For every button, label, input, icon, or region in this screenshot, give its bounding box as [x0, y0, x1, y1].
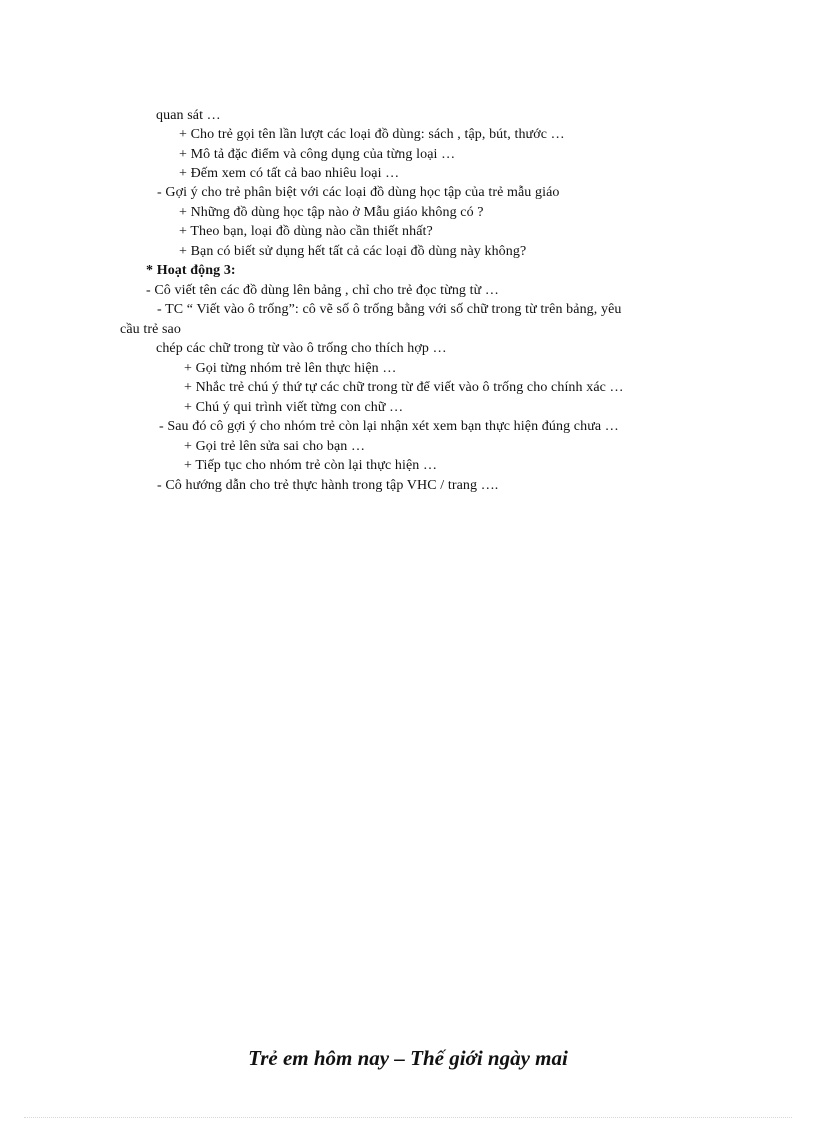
bullet-item: + Mô tả đặc điểm và công dụng của từng loại … — [179, 147, 456, 162]
page-bottom-divider — [24, 1117, 792, 1118]
bullet-item: + Bạn có biết sử dụng hết tất cả các loại đồ dùng này không? — [179, 244, 527, 259]
dash-item: - Cô hướng dẫn cho trẻ thực hành trong tập VHC / trang …. — [157, 478, 499, 493]
text-line: chép các chữ trong từ vào ô trống cho thích hợp … — [156, 341, 447, 356]
dash-item: - Cô viết tên các đồ dùng lên bảng , chỉ cho trẻ đọc từng từ … — [146, 283, 500, 298]
section-heading: * Hoạt động 3: — [146, 263, 236, 278]
bullet-item: + Đếm xem có tất cả bao nhiêu loại … — [179, 166, 400, 181]
bullet-item: + Những đồ dùng học tập nào ở Mẫu giáo không có ? — [179, 205, 484, 220]
bullet-item: + Theo bạn, loại đồ dùng nào cần thiết nhất? — [179, 224, 433, 239]
text-line: cầu trẻ sao — [120, 322, 181, 337]
text-line: quan sát … — [156, 108, 221, 123]
footer-motto: Trẻ em hôm nay – Thế giới ngày mai — [248, 1046, 568, 1070]
dash-item: - Sau đó cô gợi ý cho nhóm trẻ còn lại nhận xét xem bạn thực hiện đúng chưa … — [159, 419, 619, 434]
bullet-item: + Chú ý qui trình viết từng con chữ … — [184, 400, 404, 415]
bullet-item: + Cho trẻ gọi tên lần lượt các loại đồ dùng: sách , tập, bút, thước … — [179, 127, 565, 142]
dash-item: - TC “ Viết vào ô trống”: cô vẽ số ô trống bằng với số chữ trong từ trên bảng, yêu — [157, 302, 622, 317]
bullet-item: + Nhắc trẻ chú ý thứ tự các chữ trong từ để viết vào ô trống cho chính xác … — [184, 380, 624, 395]
bullet-item: + Gọi từng nhóm trẻ lên thực hiện … — [184, 361, 397, 376]
dash-item: - Gợi ý cho trẻ phân biệt với các loại đồ dùng học tập của trẻ mẫu giáo — [157, 185, 560, 200]
bullet-item: + Tiếp tục cho nhóm trẻ còn lại thực hiện … — [184, 458, 438, 473]
bullet-item: + Gọi trẻ lên sửa sai cho bạn … — [184, 439, 366, 454]
